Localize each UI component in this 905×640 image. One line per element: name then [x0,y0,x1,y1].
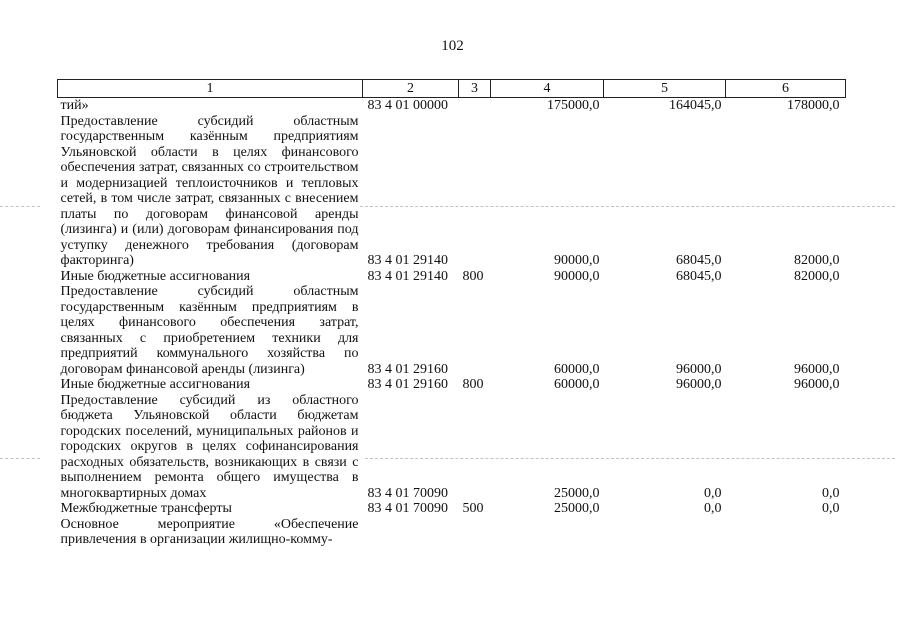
row-vr: 800 [462,268,484,284]
row-value-4: 25000,0 [554,485,600,501]
row-name: Предоставление субсидий из областного бюджета Ульяновской области бюджетам городских поселений, муниципальных районов и городских округов в целях софинансирования расходных обязательств, возникающих в связи с выполнением ремонта общего имущества в многоквартирных домах [60,392,359,501]
table-row [58,501,846,517]
row-value-5: 164045,0 [669,98,722,113]
row-value-4: 90000,0 [554,253,600,268]
row-value-6: 82000,0 [794,268,840,284]
row-vr [459,517,491,548]
row-value-4: 60000,0 [554,361,600,377]
row-vr [459,284,491,377]
column-header: 6 [726,80,846,98]
header-row [58,80,846,98]
budget-table [57,79,846,548]
table-row [58,98,846,114]
row-name: Межбюджетные трансферты [60,501,232,516]
row-value-6: 96000,0 [794,377,840,392]
row-vr [459,393,491,502]
row-vr: 800 [462,377,484,392]
row-value-5: 0,0 [704,485,722,501]
row-code: 83 4 01 29140 [367,253,448,268]
row-code [363,517,459,548]
column-header: 4 [491,80,604,98]
row-name: Основное мероприятие «Обеспечение привлечения в организации жилищно-комму- [60,516,359,547]
row-value-4: 175000,0 [547,98,600,113]
column-header: 2 [363,80,459,98]
row-value-6: 0,0 [822,501,840,516]
row-code: 83 4 01 29160 [367,377,448,392]
row-value-5: 0,0 [704,501,722,516]
row-value-6 [726,517,846,548]
column-header: 5 [604,80,726,98]
column-header: 3 [459,80,491,98]
row-code: 83 4 01 00000 [367,98,448,113]
scan-artifact [0,206,40,207]
row-value-5: 68045,0 [676,268,722,284]
row-name: Иные бюджетные ассигнования [60,377,251,392]
row-vr [459,114,491,269]
table-row [58,269,846,285]
row-value-6: 178000,0 [787,98,840,113]
row-value-6: 0,0 [822,485,840,501]
row-name: Предоставление субсидий областным государственным казённым предприятиям в целях финансового обеспечения затрат, связанных с приобретением техники для предприятий коммунального хозяйства по договорам финансовой аренды (лизинга) [60,284,359,377]
table-row [58,114,846,269]
row-value-4: 90000,0 [554,268,600,284]
row-value-4 [491,517,604,548]
row-code: 83 4 01 29140 [367,268,448,284]
row-value-4: 25000,0 [554,501,600,516]
page-number: 102 [441,38,464,54]
row-code: 83 4 01 70090 [367,485,448,501]
row-value-5: 96000,0 [676,361,722,377]
row-name: Иные бюджетные ассигнования [60,268,251,284]
row-value-5 [604,517,726,548]
row-name: тий» [60,98,89,113]
row-value-6: 82000,0 [794,253,840,268]
table-row [58,377,846,393]
scan-artifact [0,458,40,459]
table-row [58,284,846,377]
table-row [58,517,846,548]
table-row [58,393,846,502]
row-code: 83 4 01 29160 [367,361,448,377]
row-name: Предоставление субсидий областным государственным казённым предприятиям Ульяновской области в целях финансового обеспечения затрат, связанных со строительством и модернизацией теплоисточников и тепловых сетей, в том числе затрат, связанных с внесением платы по договорам финансовой аренды (лизинга) и (или) договорам финансирования под уступку денежного требования (договорам факторинга) [60,113,359,268]
row-vr [459,98,491,114]
row-value-5: 96000,0 [676,377,722,392]
row-vr: 500 [462,501,484,516]
row-value-6: 96000,0 [794,361,840,377]
row-value-5: 68045,0 [676,253,722,268]
row-code: 83 4 01 70090 [367,501,448,516]
row-value-4: 60000,0 [554,377,600,392]
scan-artifact [360,206,895,207]
scan-artifact [365,458,895,459]
column-header: 1 [58,80,363,98]
